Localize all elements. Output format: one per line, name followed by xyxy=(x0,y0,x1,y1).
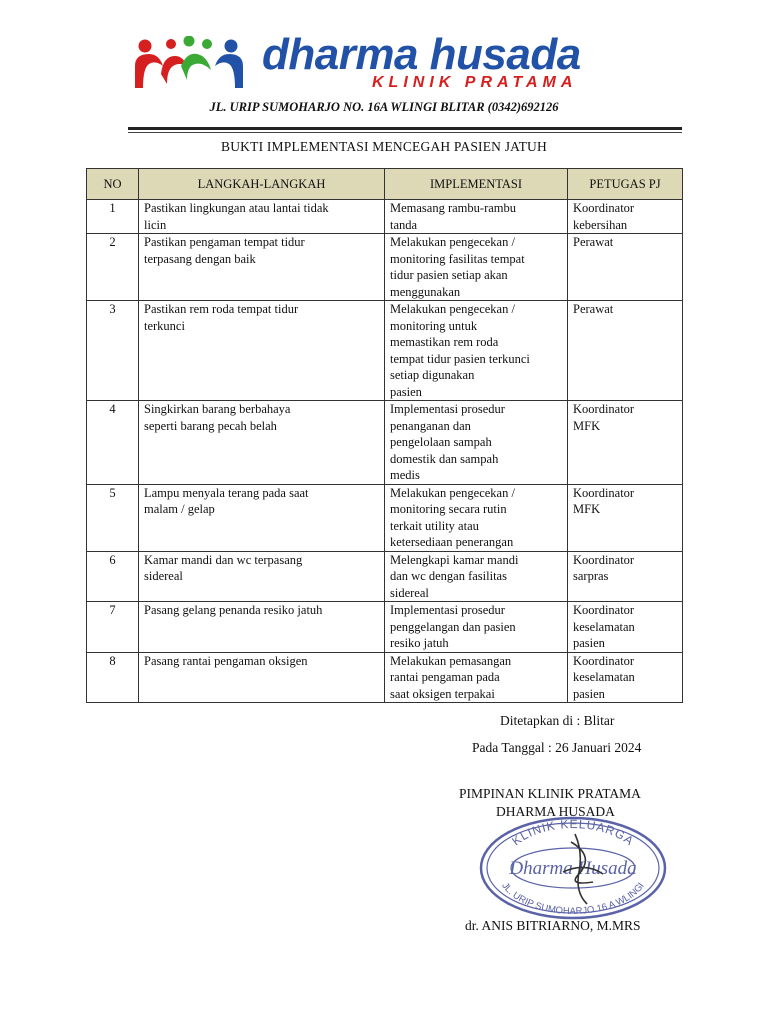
row-implementation xyxy=(385,301,568,401)
header-divider-thin xyxy=(128,132,682,133)
table-row xyxy=(87,652,683,703)
row-step-line: Lampu menyala terang pada saat xyxy=(144,485,309,500)
row-implementation-line: saat oksigen terpakai xyxy=(390,686,495,701)
row-implementation-line: tanda xyxy=(390,217,418,232)
row-officer-line: Koordinator xyxy=(573,201,635,215)
row-implementation-line: penggelangan dan pasien xyxy=(390,619,516,634)
row-implementation xyxy=(385,234,568,301)
row-implementation-line: tidur pasien setiap akan xyxy=(390,268,508,282)
row-implementation-line: Melakukan pengecekan / xyxy=(390,235,515,249)
row-number: 6 xyxy=(87,551,139,602)
row-officer-line: Koordinator xyxy=(573,485,635,500)
row-step-line: terkunci xyxy=(144,318,185,333)
svg-text:JL. URIP SUMOHARJO 16 A WLINGI xyxy=(499,881,646,917)
row-implementation-line: resiko jatuh xyxy=(390,636,449,650)
row-implementation-line: domestik dan sampah xyxy=(390,451,499,466)
row-step-line: Pasang gelang penanda resiko jatuh xyxy=(144,603,323,617)
row-implementation-line: memastikan rem roda xyxy=(390,335,499,349)
table-row xyxy=(87,234,683,301)
row-number: 7 xyxy=(87,602,139,653)
row-officer-line: keselamatan xyxy=(573,619,635,634)
row-implementation-line: sidereal xyxy=(390,585,429,600)
row-implementation-line: Implementasi prosedur xyxy=(390,402,505,416)
row-officer xyxy=(568,652,683,703)
prevention-table xyxy=(86,168,683,703)
brand-name: dharma husada xyxy=(262,30,581,79)
column-header-implementasi: IMPLEMENTASI xyxy=(385,169,568,200)
brand-subtitle: KLINIK PRATAMA xyxy=(372,74,578,91)
row-implementation-line: tempat tidur pasien terkunci xyxy=(390,351,530,366)
table-row xyxy=(87,602,683,653)
row-officer-line: pasien xyxy=(573,636,605,650)
row-implementation-line: Implementasi prosedur xyxy=(390,603,505,617)
row-step-line: Pastikan rem roda tempat tidur xyxy=(144,302,299,316)
row-officer xyxy=(568,200,683,234)
stamp-bottom-text: JL. URIP SUMOHARJO 16 A WLINGI xyxy=(499,880,647,918)
row-implementation xyxy=(385,401,568,485)
row-officer-line: Koordinator xyxy=(573,552,635,567)
row-implementation-line: Melakukan pemasangan xyxy=(390,653,512,668)
clinic-stamp xyxy=(475,812,670,922)
row-implementation xyxy=(385,652,568,703)
row-step-line: Kamar mandi dan wc terpasang xyxy=(144,552,303,567)
signer-name: dr. ANIS BITRIARNO, M.MRS xyxy=(465,918,641,933)
table-row xyxy=(87,200,683,234)
table-row xyxy=(87,401,683,485)
table-row xyxy=(87,551,683,602)
row-implementation xyxy=(385,602,568,653)
row-number: 8 xyxy=(87,652,139,703)
row-implementation-line: monitoring secara rutin xyxy=(390,502,507,516)
row-step xyxy=(139,484,385,551)
row-implementation-line: Melakukan pengecekan / xyxy=(390,302,515,316)
row-officer-line: Koordinator xyxy=(573,653,635,668)
row-implementation-line: ketersediaan penerangan xyxy=(390,535,514,549)
row-step-line: malam / gelap xyxy=(144,502,215,516)
row-officer-line: Koordinator xyxy=(573,603,635,617)
row-number: 2 xyxy=(87,234,139,301)
row-step xyxy=(139,401,385,485)
row-officer xyxy=(568,234,683,301)
row-step xyxy=(139,200,385,234)
family-people-icon xyxy=(133,36,245,88)
row-number: 1 xyxy=(87,200,139,234)
letterhead xyxy=(0,30,768,100)
org-line-2: DHARMA HUSADA xyxy=(496,804,615,819)
row-officer xyxy=(568,484,683,551)
row-officer-line: keselamatan xyxy=(573,670,635,684)
row-step xyxy=(139,551,385,602)
row-implementation-line: dan wc dengan fasilitas xyxy=(390,569,507,583)
row-implementation-line: Melakukan pengecekan / xyxy=(390,485,515,500)
row-implementation-line: Melengkapi kamar mandi xyxy=(390,552,519,567)
row-implementation-line: rantai pengaman pada xyxy=(390,670,500,684)
row-number: 3 xyxy=(87,301,139,401)
row-implementation-line: terkait utility atau xyxy=(390,518,479,533)
row-implementation xyxy=(385,551,568,602)
row-officer-line: sarpras xyxy=(573,569,609,583)
column-header-no: NO xyxy=(87,169,139,200)
row-officer xyxy=(568,401,683,485)
row-implementation xyxy=(385,484,568,551)
table-header-row xyxy=(87,169,683,200)
stamp-center-text: Dharma Husada xyxy=(509,858,637,879)
clinic-address: JL. URIP SUMOHARJO NO. 16A WLINGI BLITAR (0342)692126 xyxy=(209,100,559,114)
row-step xyxy=(139,602,385,653)
row-step-line: licin xyxy=(144,217,167,232)
row-step-line: Pastikan lingkungan atau lantai tidak xyxy=(144,201,329,215)
row-implementation-line: pasien xyxy=(390,384,422,399)
row-implementation-line: monitoring fasilitas tempat xyxy=(390,251,525,266)
row-implementation-line: monitoring untuk xyxy=(390,318,478,333)
row-officer-line: kebersihan xyxy=(573,217,628,232)
row-implementation-line: Memasang rambu-rambu xyxy=(390,201,517,215)
row-implementation xyxy=(385,200,568,234)
row-officer-line: Perawat xyxy=(573,235,614,249)
row-step xyxy=(139,234,385,301)
row-step-line: Pastikan pengaman tempat tidur xyxy=(144,235,305,249)
row-officer xyxy=(568,551,683,602)
row-officer-line: MFK xyxy=(573,418,601,433)
row-officer-line: Koordinator xyxy=(573,402,635,416)
row-implementation-line: penanganan dan xyxy=(390,418,471,433)
table-row xyxy=(87,301,683,401)
row-step xyxy=(139,652,385,703)
column-header-langkah: LANGKAH-LANGKAH xyxy=(139,169,385,200)
row-number: 5 xyxy=(87,484,139,551)
row-implementation-line: menggunakan xyxy=(390,284,461,299)
row-officer xyxy=(568,301,683,401)
row-step-line: sidereal xyxy=(144,569,183,583)
stamp-top-text: KLINIK KELUARGA xyxy=(509,816,637,849)
row-step xyxy=(139,301,385,401)
header-divider xyxy=(128,127,682,130)
org-line-1: PIMPINAN KLINIK PRATAMA xyxy=(459,786,641,801)
column-header-petugas: PETUGAS PJ xyxy=(568,169,683,200)
row-implementation-line: setiap digunakan xyxy=(390,368,475,382)
row-officer-line: pasien xyxy=(573,686,605,701)
row-officer-line: MFK xyxy=(573,502,601,516)
row-implementation-line: medis xyxy=(390,468,420,482)
row-step-line: Singkirkan barang berbahaya xyxy=(144,402,291,416)
row-number: 4 xyxy=(87,401,139,485)
place-line: Ditetapkan di : Blitar xyxy=(500,713,615,728)
row-step-line: seperti barang pecah belah xyxy=(144,418,277,433)
date-line: Pada Tanggal : 26 Januari 2024 xyxy=(472,740,642,755)
row-step-line: Pasang rantai pengaman oksigen xyxy=(144,653,308,668)
row-officer-line: Perawat xyxy=(573,302,614,316)
row-implementation-line: pengelolaan sampah xyxy=(390,435,492,449)
row-step-line: terpasang dengan baik xyxy=(144,251,256,266)
row-officer xyxy=(568,602,683,653)
table-row xyxy=(87,484,683,551)
document-title: BUKTI IMPLEMENTASI MENCEGAH PASIEN JATUH xyxy=(221,139,547,154)
